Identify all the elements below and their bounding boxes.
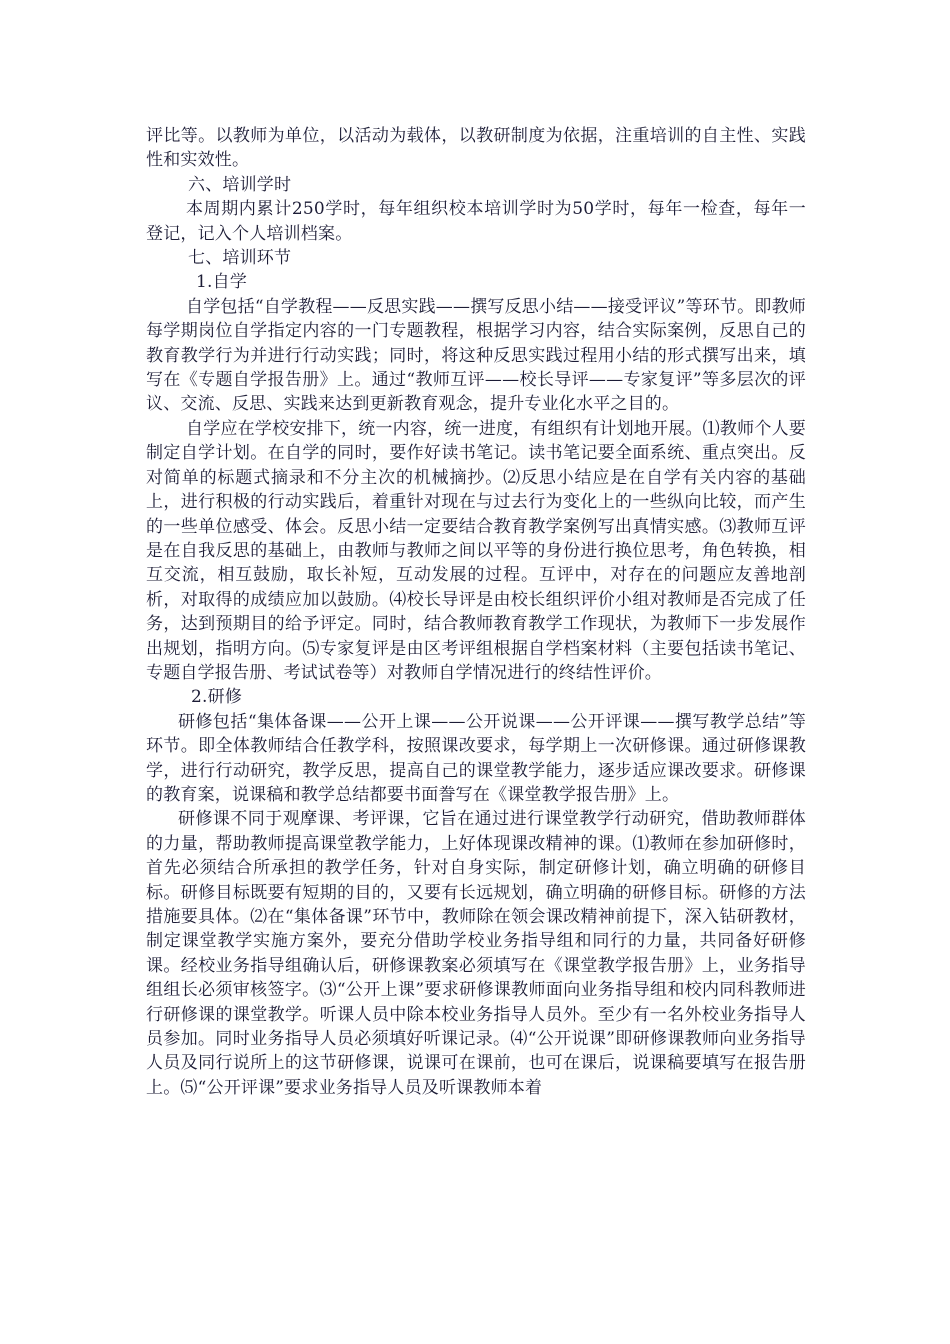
- self-study-paragraph-1: 自学包括“自学教程——反思实践——撰写反思小结——接受评议”等环节。即教师每学期岗位自学指定内容的一门专题教程，根据学习内容，结合实际案例，反思自己的教育教学行为并进行行动实践；同时，将这种反思实践过程用小结的形式撰写出来，填写在《专题自学报告册》上。通过“教师互评——校长导评——专家复评”等多层次的评议、交流、反思、实践来达到更新教育观念，提升专业化水平之目的。: [146, 296, 806, 415]
- subheading-self-study: 1.自学: [196, 272, 248, 293]
- intro-paragraph: 评比等。以教师为单位，以活动为载体，以教研制度为依据，注重培训的自主性、实践性和实效性。: [146, 126, 806, 171]
- research-paragraph-1: 研修包括“集体备课——公开上课——公开说课——公开评课——撰写教学总结”等环节。即全体教师结合任教学科，按照课改要求，每学期上一次研修课。通过研修课教学，进行行动研究，教学反思，提高自己的课堂教学能力，逐步适应课改要求。研修课的教育案，说课稿和教学总结都要书面誊写在《课堂教学报告册》上。: [146, 711, 806, 805]
- self-study-paragraph-2: 自学应在学校安排下，统一内容，统一进度，有组织有计划地开展。⑴教师个人要制定自学计划。在自学的同时，要作好读书笔记。读书笔记要全面系统、重点突出。反对简单的标题式摘录和不分主次的机械摘抄。⑵反思小结应是在自学有关内容的基础上，进行积极的行动实践后，着重针对现在与过去行为变化上的一些纵向比较，而产生的一些单位感受、体会。反思小结一定要结合教育教学案例写出真情实感。⑶教师互评是在自我反思的基础上，由教师与教师之间以平等的身份进行换位思考，角色转换，相互交流，相互鼓励，取长补短，互动发展的过程。互评中，对存在的问题应友善地剖析，对取得的成绩应加以鼓励。⑷校长导评是由校长组织评价小组对教师是否完成了任务，达到预期目的给予评定。同时，结合教师教育教学工作现状，为教师下一步发展作出规划，指明方向。⑸专家复评是由区考评组根据自学档案材料（主要包括读书笔记、专题自学报告册、考试试卷等）对教师自学情况进行的终结性评价。: [146, 418, 806, 683]
- section-heading-training-links: 七、培训环节: [188, 248, 292, 269]
- document-body: [146, 124, 806, 1100]
- training-hours-paragraph: 本周期内累计250学时，每年组织校本培训学时为50学时，每年一检查，每年一登记，记入个人培训档案。: [146, 199, 806, 244]
- subheading-research: 2.研修: [191, 687, 243, 708]
- research-paragraph-2: 研修课不同于观摩课、考评课，它旨在通过进行课堂教学行动研究，借助教师群体的力量，帮助教师提高课堂教学能力，上好体现课改精神的课。⑴教师在参加研修时，首先必须结合所承担的教学任务，针对自身实际，制定研修计划，确立明确的研修目标。研修目标既要有短期的目的，又要有长远规划，确立明确的研修目标。研修的方法措施要具体。⑵在“集体备课”环节中，教师除在领会课改精神前提下，深入钻研教材，制定课堂教学实施方案外，要充分借助学校业务指导组和同行的力量，共同备好研修课。经校业务指导组确认后，研修课教案必须填写在《课堂教学报告册》上，业务指导组组长必须审核签字。⑶“公开上课”要求研修课教师面向业务指导组和校内同科教师进行研修课的课堂教学。听课人员中除本校业务指导人员外。至少有一名外校业务指导人员参加。同时业务指导人员必须填好听课记录。⑷“公开说课”即研修课教师向业务指导人员及同行说所上的这节研修课，说课可在课前，也可在课后，说课稿要填写在报告册上。⑸“公开评课”要求业务指导人员及听课教师本着: [146, 809, 806, 1098]
- section-heading-training-hours: 六、培训学时: [188, 174, 292, 195]
